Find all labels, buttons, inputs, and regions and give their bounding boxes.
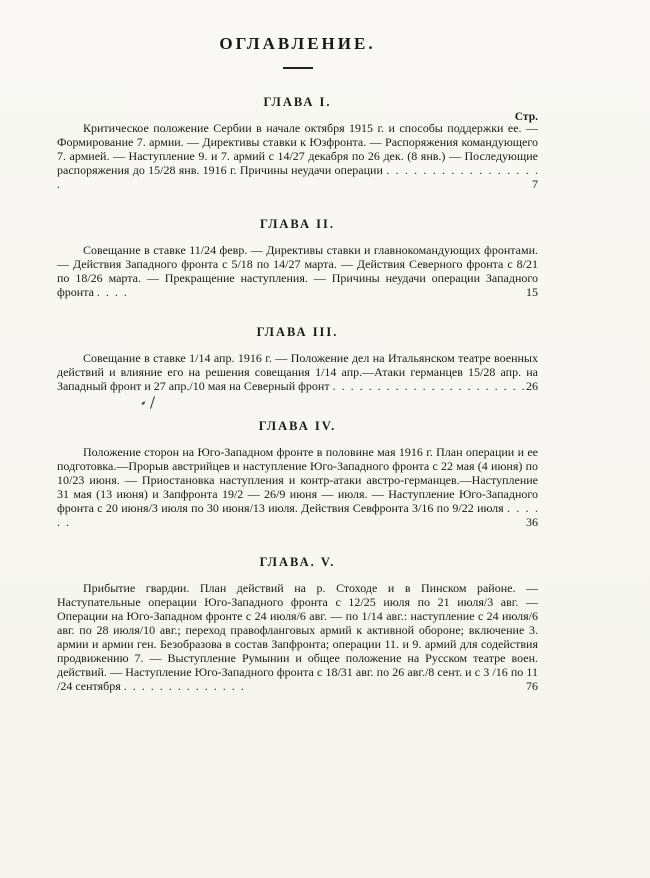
pen-mark xyxy=(150,396,155,409)
entry-page-number: 7 xyxy=(532,177,538,191)
toc-chapter xyxy=(57,325,538,393)
chapter-heading: ГЛАВА II. xyxy=(260,217,335,231)
title-divider xyxy=(283,67,313,69)
toc-chapter xyxy=(57,217,538,299)
entry-text: Критическое положение Сербии в начале октября 1915 г. и способы поддержки ее. — Формирование 7. армии. — Директивы ставки к Юзфронта. — Распоряжения командующего 7. армией. — Наступление 9. и 7. армий с 14/27 декабря по 26 дек. (8 янв.) — Последующие распоряжения до 15/28 янв. 1916 г. Причины неудачи операции xyxy=(57,121,538,177)
dot-leader: . . . . . . xyxy=(57,501,539,529)
toc-chapter xyxy=(57,555,538,693)
dot-leader: . . . . xyxy=(96,285,127,299)
toc-entry xyxy=(57,445,538,529)
dot-leader: . . . . . . . . . . . . . . . . . . xyxy=(57,163,539,191)
toc-chapter xyxy=(57,95,538,191)
entry-page-number: 76 xyxy=(526,679,538,693)
entry-page-number: 26 xyxy=(526,379,538,393)
toc-entry xyxy=(57,243,538,299)
page-title: ОГЛАВЛЕНИЕ. xyxy=(219,34,376,53)
toc-chapter xyxy=(57,419,538,529)
chapter-heading: ГЛАВА I. xyxy=(263,95,332,109)
chapter-heading: ГЛАВА IV. xyxy=(258,419,337,433)
entry-text: Совещание в ставке 11/24 февр. — Директивы ставки и главнокомандующих фронтами. — Действия Западного фронта с 5/18 по 14/27 марта. — Действия Северного фронта с 8/21 по 18/26 марта. — Прекращение наступления. — Причины неудачи операции Западного фронта xyxy=(57,243,538,299)
toc-entry xyxy=(57,581,538,693)
entry-page-number: 15 xyxy=(526,285,538,299)
entry-page-number: 36 xyxy=(526,515,538,529)
entry-text: Положение сторон на Юго-Западном фронте в половине мая 1916 г. План операции и ее подготовка.—Прорыв австрийцев и наступление Юго-Западного фронта с 22 мая (4 июня) по 10/23 июня. — Приостановка наступления и контр-атаки австро-германцев.—Наступление 31 мая (13 июня) и Запфронта 19/2 — 26/9 июня — июля. — Наступление Юго-Западного фронта с 20 июня/3 июля по 30 июня/13 июля. Действия Севфронта 3/16 по 9/22 июля xyxy=(57,445,538,515)
entry-text: Прибытие гвардии. План действий на р. Стоходе и в Пинском районе. — Наступательные операции Юго-Западного фронта с 12/25 июля по 21 июля/3 авг. — Операции на Юго-Западном фронте с 24 июля/6 авг. — по 1/14 авг.: наступление с 24 июля/6 авг. по 28 июля/10 авг.; переход правофланговых армий к активной обороне; включение 3. армии и армии ген. Безобразова в состав Запфронта; операции 11. и 9. армий для содействия продвижению 7. — Выступление Румынии и общее положение на Русском театре воен. действий. — Наступление Юго-Западного фронта с 18/31 авг. по 26 авг./8 сент. и с 3 /16 по 11 /24 сентября xyxy=(57,581,538,693)
dot-leader: . . . . . . . . . . . . . . . . . . . . . . xyxy=(332,379,525,393)
toc-entry xyxy=(57,121,538,191)
dot-leader: . . . . . . . . . . . . . . xyxy=(123,679,244,693)
toc-entry xyxy=(57,351,538,393)
chapter-heading: ГЛАВА III. xyxy=(256,325,339,339)
entry-text: Совещание в ставке 1/14 апр. 1916 г. — Положение дел на Итальянском театре военных действий и влияние его на решения совещания 1/14 апр.—Атаки германцев 15/28 апр. на Западный фронт и 27 апр./10 мая на Северный фронт xyxy=(57,351,538,393)
page-column-header: Стр. xyxy=(514,111,538,123)
chapter-heading: ГЛАВА. V. xyxy=(259,555,336,569)
